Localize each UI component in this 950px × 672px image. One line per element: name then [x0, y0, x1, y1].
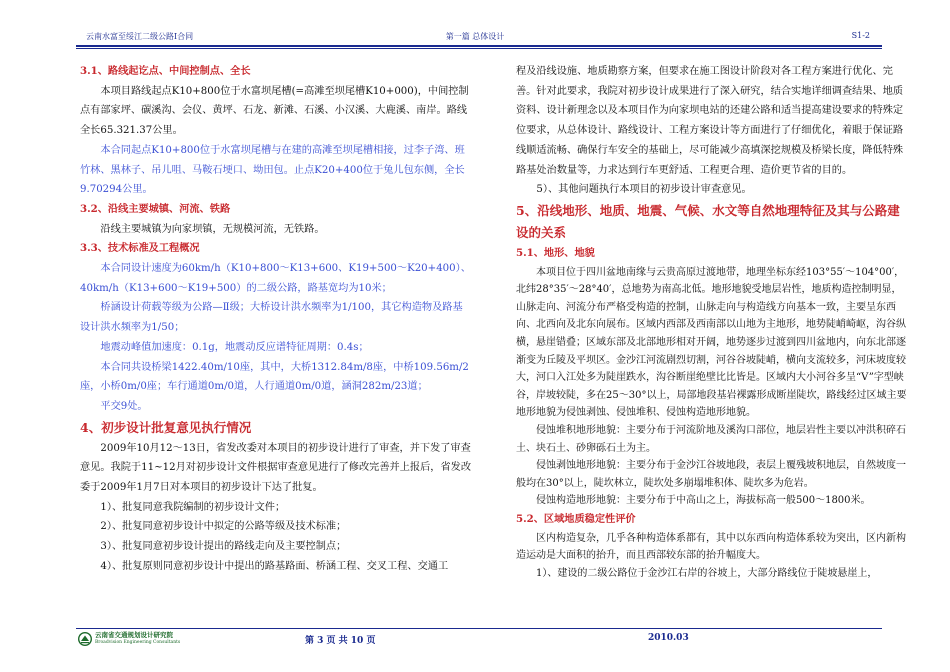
paragraph: 桥涵设计荷载等级为公路—Ⅱ级；大桥设计洪水频率为1/100，其它构造物及路基设计洪水频率为1/50； [80, 302, 463, 334]
paragraph: 1）、建设的二级公路位于金沙江右岸的谷坡上，大部分路线位于陡坡悬崖上， [536, 567, 878, 579]
paragraph: 本合同设计速度为60km/h（K10+800～K13+600、K19+500～K20+400）、40km/h（K13+600～K19+500）的二级公路，路基宽均为10米； [80, 263, 471, 294]
page-footer [78, 629, 890, 647]
paragraph: 本项目位于四川盆地南缘与云贵高原过渡地带，地理坐标东经103°55′～104°00′，北纬28°35′～28°40′，总地势为南高北低。地形地貌受地层岩性，地质构造控制明显，山脉走向、河流分布严格受构造的控制，山脉走向与构造线方向基本一致，主要呈东西向、北西向及北东向展布。区域内西部及西南部以山地为主地形，地势陡峭崎岖，沟谷纵横，悬崖错叠；区域东部及北部地形相对开阔，地势逐步过渡到四川盆地内，向东北部逐渐变为丘陵及平坝区。金沙江河流剧烈切割，河谷谷坡陡峭，横向支流较多，河床坡度较大，河口入江处多为陡崖跌水，沟谷断崖绝壁比比皆是。区域内大小河谷多呈“V”字型峡谷，岸坡较陡，多在25～30°以上，局部地段基岩裸露形成断崖陡坎，路线经过区域主要地形地貌为侵蚀剥蚀、侵蚀堆积、侵蚀构造地形地貌。 [516, 266, 907, 419]
list-item: 1）、批复同意我院编制的初步设计文件； [100, 501, 286, 513]
list-item: 5）、其他问题执行本项目的初步设计审查意见。 [536, 184, 752, 196]
header-chapter-title: 第一篇 总体设计 [445, 32, 505, 41]
header-page-code: S1-2 [851, 31, 870, 40]
paragraph: 侵蚀堆积地形地貌：主要分布于河流阶地及溪沟口部位，地层岩性主要以冲洪积碎石土、块石土、砂卵砾石土为主。 [516, 424, 906, 454]
paragraph: 侵蚀构造地形地貌：主要分布于中高山之上，海拔标高一般500～1800米。 [536, 495, 871, 507]
paragraph: 沿线主要城镇为向家坝镇，无规模河流，无铁路。 [100, 223, 325, 235]
section-heading-3-3: 3.3、技术标准及工程概况 [80, 242, 200, 255]
institute-name-en: Broadvision Engineering Consultants [95, 640, 181, 645]
document-date: 2010.03 [648, 633, 689, 643]
paragraph: 侵蚀剥蚀地形地貌：主要分布于金沙江谷坡地段，表层上覆残坡积地层，自然坡度一般均在30°以上，陡坎林立，陡坎处多崩塌堆积体、陡坎多为危岩。 [516, 460, 906, 489]
chapter-heading-5: 5、沿线地形、地质、地震、气候、水文等自然地理特征及其与公路建设的关系 [516, 202, 900, 240]
section-heading-3-1: 3.1、路线起讫点、中间控制点、全长 [80, 65, 251, 77]
header-contract-title: 云南水富至绥江二级公路Ⅰ合同 [86, 32, 194, 41]
page-number: 第 3 页 共 10 页 [305, 636, 376, 646]
header-rule-thin [76, 48, 882, 49]
paragraph: 本合同共设桥梁1422.40m/10座，其中，大桥1312.84m/8座，中桥109.56m/2座，小桥0m/0座；车行通道0m/0道，人行通道0m/0道，涵洞282m/23道； [80, 361, 469, 393]
right-column [516, 62, 909, 582]
institute-name-cn: 云南省交通规划设计研究院 [95, 631, 173, 639]
paragraph: 平交9处。 [100, 400, 148, 412]
paragraph: 本项目路线起点K10+800位于水富坝尾槽(=高滩至坝尾槽K10+000)，中间控制点有部家坪、碳溪沟、会仪、黄坪、石龙、新滩、石溪、小汉溪、大鹿溪、南岸。路线全长65.321.37公里。 [80, 85, 469, 137]
institute-logo [78, 631, 180, 647]
institute-logo-icon [78, 632, 92, 646]
section-heading-3-2: 3.2、沿线主要城镇、河流、铁路 [80, 202, 231, 215]
paragraph: 2009年10月12～13日，省发改委对本项目的初步设计进行了审查，并下发了审查意见。我院于11~12月对初步设计文件根据审查意见进行了修改完善并上报后，省发改委于2009年1月7日对本项目的初步设计下达了批复。 [80, 442, 472, 494]
paragraph-continued: 程及沿线设施、地质勘察方案，但要求在施工图设计阶段对各工程方案进行优化、完善。针对此要求，我院对初步设计成果进行了深入研究，结合实地详细调查结果、地质资料、设计新理念以及本项目作为向家坝电站的还建公路和适当提高建设要求的特殊定位要求，从总体设计、路线设计、工程方案设计等方面进行了仔细优化，着眼于保证路线顺适流畅、确保行车安全的基础上，尽可能减少高填深挖规模及桥梁长度，降低特殊路基处治数量等，力求达到行车更舒适、工程更合理、造价更节省的目的。 [516, 66, 904, 176]
paragraph: 本合同起点K10+800位于水富坝尾槽与在建的高滩至坝尾槽相接，过李子湾、班竹林、黑林子、吊儿咀、马鞍石埂口、坳田包。止点K20+400位于兔儿包东侧，全长9.70294公里。 [80, 144, 465, 196]
list-item: 4）、批复原则同意初步设计中提出的路基路面、桥涵工程、交叉工程、交通工 [100, 560, 449, 572]
list-item: 3）、批复同意初步设计提出的路线走向及主要控制点； [100, 541, 347, 553]
section-heading-5-1: 5.1、地形、地貌 [516, 246, 595, 259]
chapter-heading-4: 4、初步设计批复意见执行情况 [80, 419, 252, 435]
left-column [80, 62, 472, 577]
paragraph: 地震动峰值加速度：0.1g，地震动反应谱特征周期：0.4s； [100, 341, 369, 353]
paragraph: 区内构造复杂，几乎各种构造体系都有，其中以东西向构造体系较为突出，区内新构造运动是大面积的抬升，而且西部较东部的抬升幅度大。 [516, 532, 906, 562]
list-item: 2）、批复同意初步设计中拟定的公路等级及技术标准； [100, 521, 347, 533]
header-rule-thick [76, 45, 882, 47]
page-header [60, 31, 890, 45]
section-heading-5-2: 5.2、区域地质稳定性评价 [516, 512, 636, 525]
